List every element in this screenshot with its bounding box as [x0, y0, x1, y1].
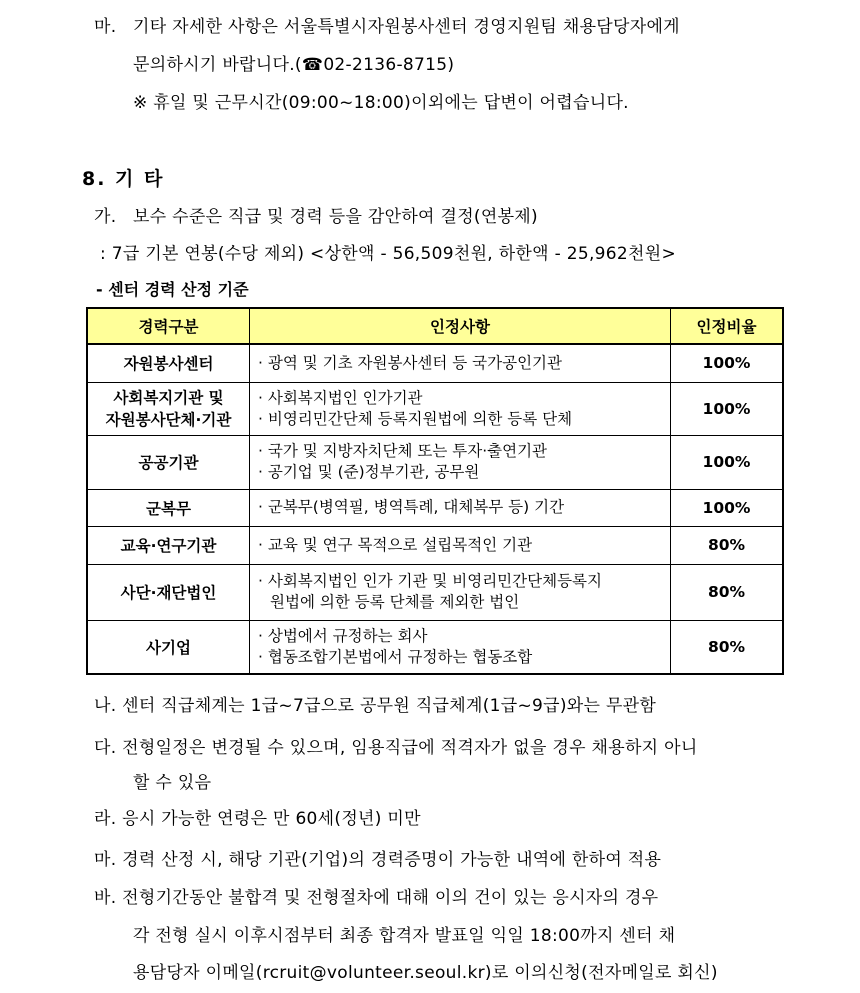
item-ba-line2: 각 전형 실시 이후시점부터 최종 합격자 발표일 익일 18:00까지 센터 채	[133, 926, 676, 946]
table-row	[87, 489, 783, 526]
item-ma-line1: 기타 자세한 사항은 서울특별시자원봉사센터 경영지원팀 채용담당자에게	[133, 17, 680, 37]
item-ma2: 마. 경력 산정 시, 해당 기관(기업)의 경력증명이 가능한 내역에 한하여 적용	[94, 850, 662, 870]
row-category: 군복무	[87, 489, 250, 526]
desc-line: · 협동조합기본법에서 규정하는 협동조합	[258, 647, 533, 666]
item-da-line1: 다. 전형일정은 변경될 수 있으며, 임용직급에 적격자가 없을 경우 채용하지 아니	[94, 738, 698, 758]
table-row	[87, 344, 783, 382]
row-description	[250, 620, 671, 674]
desc-line: · 비영리민간단체 등록지원법에 의한 등록 단체	[258, 409, 573, 428]
table-row	[87, 526, 783, 564]
item-ga-detail: : 7급 기본 연봉(수당 제외) <상한액 - 56,509천원, 하한액 - 25,962천원>	[100, 244, 676, 264]
item-ma-line2: 문의하시기 바랍니다.(☎02-2136-8715)	[133, 55, 455, 75]
desc-line: · 군복무(병역필, 병역특례, 대체복무 등) 기간	[258, 498, 565, 516]
item-na: 나. 센터 직급체계는 1급~7급으로 공무원 직급체계(1급~9급)와는 무관함	[94, 696, 657, 716]
item-ma-prefix: 마.	[94, 17, 117, 37]
table-row	[87, 435, 783, 489]
row-rate: 80%	[671, 564, 784, 620]
desc-line: · 광역 및 기초 자원봉사센터 등 국가공인기관	[258, 353, 563, 372]
row-description	[250, 526, 671, 564]
career-table	[86, 307, 784, 675]
table-row	[87, 620, 783, 674]
row-rate: 80%	[671, 620, 784, 674]
desc-line: · 교육 및 연구 목적으로 설립목적인 기관	[258, 535, 533, 554]
desc-line: · 사회복지법인 인가 기관 및 비영리민간단체등록지	[258, 572, 602, 590]
row-description	[250, 344, 671, 382]
item-da-line2: 할 수 있음	[133, 773, 212, 793]
row-category: 자원봉사센터	[87, 344, 250, 382]
table-title: - 센터 경력 산정 기준	[96, 280, 249, 299]
table-row	[87, 382, 783, 435]
desc-line: · 공기업 및 (준)정부기관, 공무원	[258, 463, 480, 481]
item-ga-text: 보수 수준은 직급 및 경력 등을 감안하여 결정(연봉제)	[133, 207, 538, 227]
row-rate: 100%	[671, 344, 784, 382]
item-ba-line3: 용담당자 이메일(rcruit@volunteer.seoul.kr)로 이의신청(전자메일로 회신)	[133, 963, 718, 983]
row-rate: 80%	[671, 526, 784, 564]
row-category: 사기업	[87, 620, 250, 674]
header-rate: 인정비율	[671, 308, 784, 344]
row-description	[250, 382, 671, 435]
item-ma-note: ※ 휴일 및 근무시간(09:00~18:00)이외에는 답변이 어렵습니다.	[133, 93, 629, 113]
table-header-row	[87, 308, 783, 344]
row-category: 교육·연구기관	[87, 526, 250, 564]
desc-line: · 사회복지법인 인가기관	[258, 388, 423, 407]
table-row	[87, 564, 783, 620]
row-description	[250, 564, 671, 620]
desc-line: · 상법에서 규정하는 회사	[258, 626, 428, 645]
row-rate: 100%	[671, 382, 784, 435]
row-description	[250, 489, 671, 526]
item-ba-line1: 바. 전형기간동안 불합격 및 전형절차에 대해 이의 건이 있는 응시자의 경우	[94, 888, 659, 908]
row-rate: 100%	[671, 489, 784, 526]
header-category: 경력구분	[87, 308, 250, 344]
section-title: 8. 기 타	[82, 168, 165, 190]
desc-line: 원법에 의한 등록 단체를 제외한 법인	[270, 593, 520, 611]
row-description	[250, 435, 671, 489]
desc-line: · 국가 및 지방자치단체 또는 투자·출연기관	[258, 442, 548, 460]
item-ra: 라. 응시 가능한 연령은 만 60세(정년) 미만	[94, 809, 421, 829]
row-category: 사회복지기관 및 자원봉사단체·기관	[87, 382, 250, 435]
row-rate: 100%	[671, 435, 784, 489]
item-ga-prefix: 가.	[94, 207, 117, 227]
row-category: 사단·재단법인	[87, 564, 250, 620]
row-category: 공공기관	[87, 435, 250, 489]
header-description: 인정사항	[250, 308, 671, 344]
